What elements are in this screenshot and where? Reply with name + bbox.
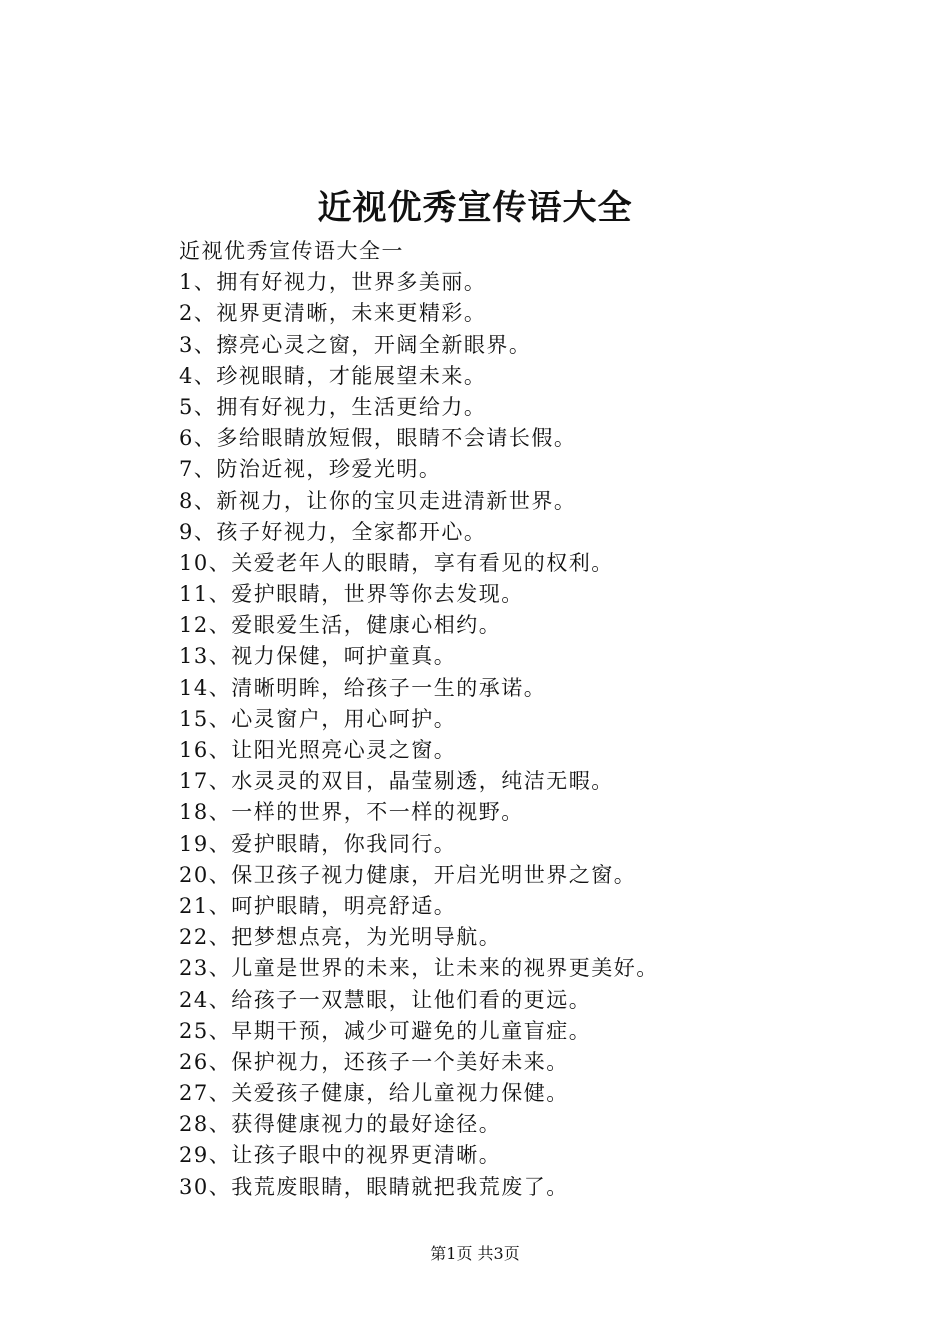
- slogan-item: 29、让孩子眼中的视界更清晰。: [179, 1143, 502, 1168]
- slogan-item: 14、清晰明眸，给孩子一生的承诺。: [179, 675, 547, 700]
- slogan-item: 4、珍视眼睛，才能展望未来。: [179, 363, 487, 388]
- slogan-item: 17、水灵灵的双目，晶莹剔透，纯洁无暇。: [179, 769, 614, 794]
- slogan-item: 11、爱护眼睛，世界等你去发现。: [179, 582, 524, 607]
- slogan-item: 1、拥有好视力，世界多美丽。: [179, 270, 487, 295]
- slogan-item: 15、心灵窗户，用心呵护。: [179, 706, 457, 731]
- slogan-item: 22、把梦想点亮，为光明导航。: [179, 925, 502, 950]
- document-body: [179, 236, 879, 1203]
- slogan-item: 30、我荒废眼睛，眼睛就把我荒废了。: [179, 1174, 569, 1199]
- slogan-item: 16、让阳光照亮心灵之窗。: [179, 738, 457, 762]
- slogan-item: 3、擦亮心灵之窗，开阔全新眼界。: [179, 332, 532, 357]
- slogan-item: 21、呵护眼睛，明亮舒适。: [179, 893, 457, 918]
- slogan-item: 23、儿童是世界的未来，让未来的视界更美好。: [179, 956, 659, 981]
- slogan-item: 5、拥有好视力，生活更给力。: [179, 394, 487, 419]
- page-footer: 第1页 共3页: [430, 1244, 520, 1263]
- slogan-item: 24、给孩子一双慧眼，让他们看的更远。: [179, 987, 592, 1012]
- slogan-item: 20、保卫孩子视力健康，开启光明世界之窗。: [179, 862, 637, 887]
- slogan-item: 19、爱护眼睛，你我同行。: [179, 831, 457, 856]
- slogan-item: 28、获得健康视力的最好途径。: [179, 1112, 502, 1137]
- slogan-list: [179, 267, 879, 1203]
- document-title: 近视优秀宣传语大全: [317, 188, 633, 228]
- slogan-item: 6、多给眼睛放短假，眼睛不会请长假。: [179, 426, 577, 451]
- slogan-item: 18、一样的世界，不一样的视野。: [179, 800, 524, 825]
- slogan-item: 9、孩子好视力，全家都开心。: [179, 519, 487, 544]
- slogan-item: 8、新视力，让你的宝贝走进清新世界。: [179, 488, 577, 513]
- slogan-item: 27、关爱孩子健康，给儿童视力保健。: [179, 1081, 569, 1106]
- slogan-item: 26、保护视力，还孩子一个美好未来。: [179, 1049, 569, 1074]
- slogan-item: 12、爱眼爱生活，健康心相约。: [179, 613, 502, 638]
- slogan-item: 7、防治近视，珍爱光明。: [179, 457, 442, 482]
- section-heading: 近视优秀宣传语大全一: [179, 239, 404, 263]
- slogan-item: 10、关爱老年人的眼睛，享有看见的权利。: [179, 550, 614, 575]
- slogan-item: 2、视界更清晰，未来更精彩。: [179, 301, 487, 326]
- slogan-item: 25、早期干预，减少可避免的儿童盲症。: [179, 1018, 592, 1043]
- slogan-item: 13、视力保健，呵护童真。: [179, 644, 457, 669]
